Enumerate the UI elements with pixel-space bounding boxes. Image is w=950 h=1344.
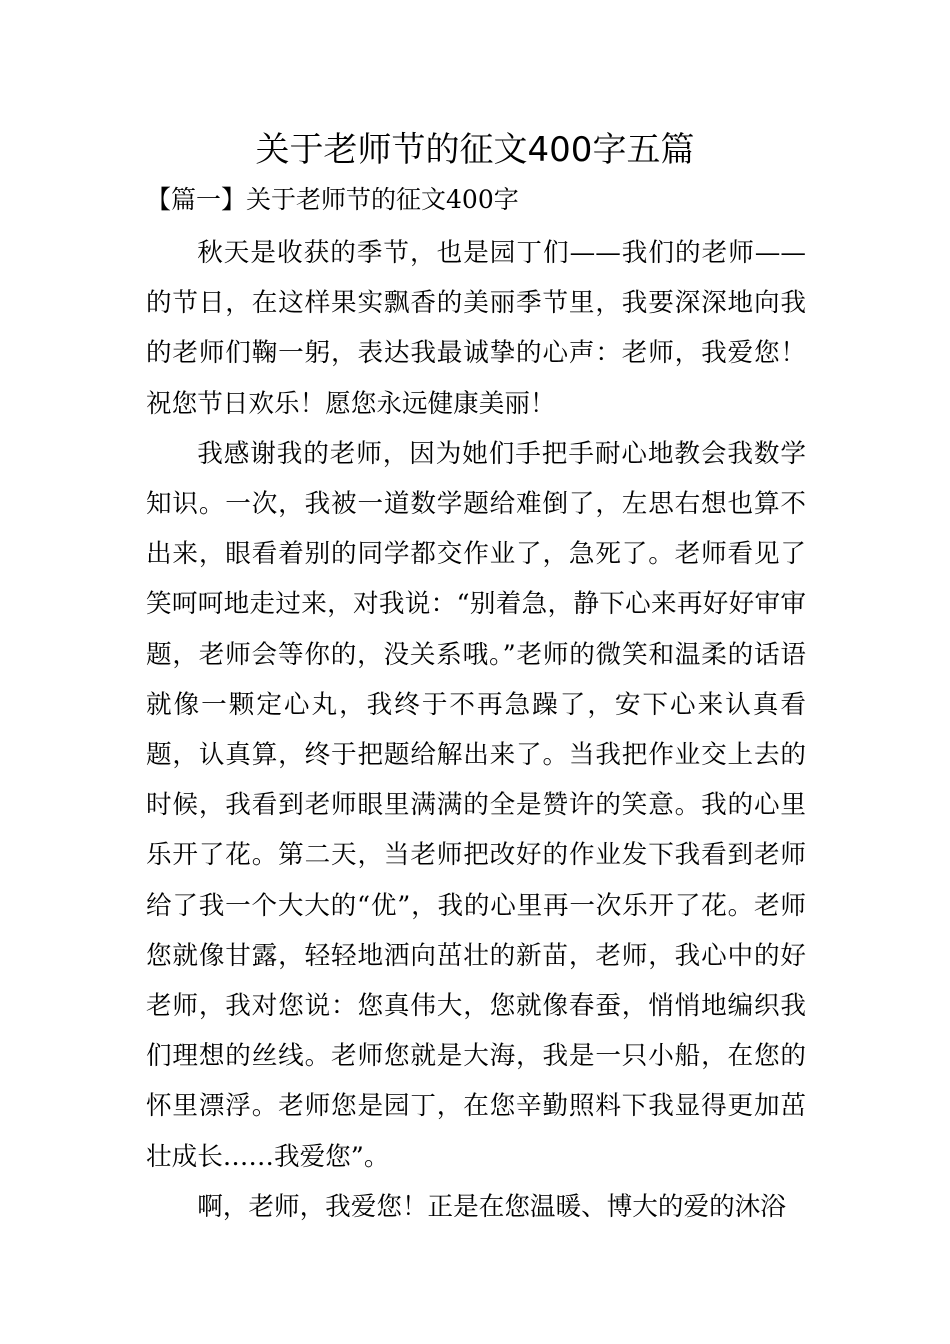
paragraph: 秋天是收获的季节，也是园丁们——我们的老师——的节日，在这样果实飘香的美丽季节里，我要深深地向我的老师们鞠一躬，表达我最诚挚的心声：老师，我爱您！祝您节日欢乐！愿您永远健康美丽！ <box>146 238 806 419</box>
section-heading: 【篇一】关于老师节的征文400字 <box>146 185 519 214</box>
paragraph: 啊，老师，我爱您！正是在您温暖、博大的爱的沐浴 <box>197 1191 786 1222</box>
document-title: 关于老师节的征文400字五篇 <box>255 130 695 170</box>
article-body <box>146 228 806 1232</box>
paragraph: 我感谢我的老师，因为她们手把手耐心地教会我数学知识。一次，我被一道数学题给难倒了，左思右想也算不出来，眼看着别的同学都交作业了，急死了。老师看见了笑呵呵地走过来，对我说：“别着急，静下心来再好好审审题，老师会等你的，没关系哦。”老师的微笑和温柔的话语就像一颗定心丸，我终于不再急躁了，安下心来认真看题，认真算，终于把题给解出来了。当我把作业交上去的时候，我看到老师眼里满满的全是赞许的笑意。我的心里乐开了花。第二天，当老师把改好的作业发下我看到老师给了我一个大大的“优”，我的心里再一次乐开了花。老师您就像甘露，轻轻地洒向茁壮的新苗，老师，我心中的好老师，我对您说：您真伟大，您就像春蚕，悄悄地编织我们理想的丝线。老师您就是大海，我是一只小船，在您的怀里漂浮。老师您是园丁，在您辛勤照料下我显得更加茁壮成长……我爱您”。 <box>146 438 806 1172</box>
